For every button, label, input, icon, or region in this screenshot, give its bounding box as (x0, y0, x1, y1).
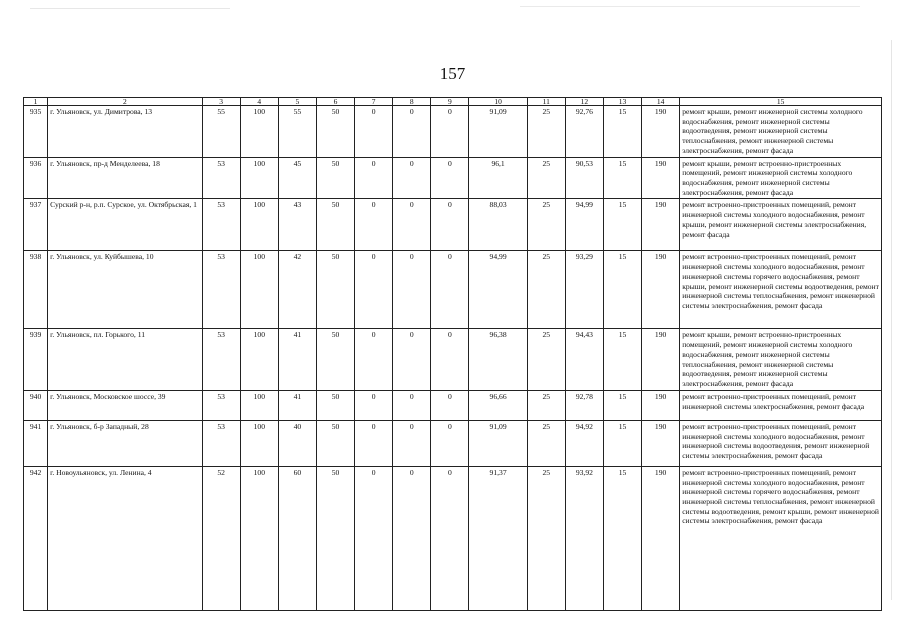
col-7-cell: 0 (355, 157, 393, 199)
column-header-13: 13 (603, 98, 641, 106)
col-12-cell: 93,92 (565, 466, 603, 610)
col-12-cell: 94,92 (565, 420, 603, 466)
table-row (24, 199, 882, 251)
col-11-cell: 25 (527, 251, 565, 329)
address-cell: г. Ульяновск, б-р Западный, 28 (48, 420, 203, 466)
col-10-cell: 88,03 (469, 199, 527, 251)
col-3-cell: 55 (202, 106, 240, 158)
col-4-cell: 100 (240, 329, 278, 390)
col-6-cell: 50 (316, 466, 354, 610)
address-cell: г. Ульяновск, пл. Горького, 11 (48, 329, 203, 390)
col-7-cell: 0 (355, 390, 393, 420)
table-row (24, 251, 882, 329)
address-cell: г. Ульяновск, ул. Димитрова, 13 (48, 106, 203, 158)
col-3-cell: 53 (202, 329, 240, 390)
column-header-5: 5 (278, 98, 316, 106)
row-number-cell: 941 (24, 420, 48, 466)
col-13-cell: 15 (603, 199, 641, 251)
col-11-cell: 25 (527, 466, 565, 610)
col-14-cell: 190 (642, 106, 680, 158)
col-13-cell: 15 (603, 420, 641, 466)
col-11-cell: 25 (527, 199, 565, 251)
col-3-cell: 52 (202, 466, 240, 610)
col-11-cell: 25 (527, 420, 565, 466)
col-12-cell: 94,43 (565, 329, 603, 390)
row-number-cell: 938 (24, 251, 48, 329)
col-7-cell: 0 (355, 251, 393, 329)
col-14-cell: 190 (642, 420, 680, 466)
col-4-cell: 100 (240, 420, 278, 466)
col-11-cell: 25 (527, 329, 565, 390)
row-number-cell: 936 (24, 157, 48, 199)
repair-schedule-table (23, 97, 882, 611)
table-row (24, 466, 882, 610)
col-12-cell: 94,99 (565, 199, 603, 251)
col-8-cell: 0 (393, 390, 431, 420)
col-9-cell: 0 (431, 106, 469, 158)
scan-artifact-top (30, 8, 230, 9)
col-3-cell: 53 (202, 251, 240, 329)
col-9-cell: 0 (431, 251, 469, 329)
column-header-14: 14 (642, 98, 680, 106)
col-14-cell: 190 (642, 390, 680, 420)
column-header-2: 2 (48, 98, 203, 106)
col-6-cell: 50 (316, 251, 354, 329)
column-header-15: 15 (680, 98, 882, 106)
col-4-cell: 100 (240, 157, 278, 199)
col-13-cell: 15 (603, 390, 641, 420)
col-5-cell: 60 (278, 466, 316, 610)
col-9-cell: 0 (431, 466, 469, 610)
col-3-cell: 53 (202, 390, 240, 420)
col-5-cell: 42 (278, 251, 316, 329)
column-header-12: 12 (565, 98, 603, 106)
col-14-cell: 190 (642, 329, 680, 390)
row-number-cell: 937 (24, 199, 48, 251)
table-row (24, 329, 882, 390)
table-row (24, 420, 882, 466)
work-types-cell: ремонт крыши, ремонт инженерной системы холодного водоснабжения, ремонт инженерной системы водоотведения, ремонт инженерной системы теплоснабжения, ремонт инженерной системы электроснабжения, ремонт фасада (680, 106, 882, 158)
col-13-cell: 15 (603, 466, 641, 610)
col-8-cell: 0 (393, 251, 431, 329)
col-8-cell: 0 (393, 466, 431, 610)
work-types-cell: ремонт встроенно-пристроенных помещений, ремонт инженерной системы холодного водоснабжения, ремонт инженерной системы горячего водоснабжения, ремонт крыши, ремонт инженерной системы водоотведения, ремонт инженерной системы теплоснабжения, ремонт инженерной системы электроснабжения, ремонт фасада (680, 251, 882, 329)
col-5-cell: 55 (278, 106, 316, 158)
page-number: 157 (439, 64, 466, 83)
col-10-cell: 96,66 (469, 390, 527, 420)
col-11-cell: 25 (527, 106, 565, 158)
address-cell: г. Ульяновск, пр-д Менделеева, 18 (48, 157, 203, 199)
col-5-cell: 45 (278, 157, 316, 199)
col-3-cell: 53 (202, 199, 240, 251)
column-header-11: 11 (527, 98, 565, 106)
col-12-cell: 92,76 (565, 106, 603, 158)
col-12-cell: 92,78 (565, 390, 603, 420)
column-header-8: 8 (393, 98, 431, 106)
row-number-cell: 940 (24, 390, 48, 420)
work-types-cell: ремонт встроенно-пристроенных помещений, ремонт инженерной системы холодного водоснабжения, ремонт инженерной системы водоотведения, ремонт инженерной системы электроснабжения, ремонт фасада (680, 420, 882, 466)
work-types-cell: ремонт крыши, ремонт встроенно-пристроенных помещений, ремонт инженерной системы холодного водоснабжения, ремонт инженерной системы теплоснабжения, ремонт инженерной системы водоотведения, ремонт инженерной системы электроснабжения, ремонт фасада (680, 329, 882, 390)
table-row (24, 157, 882, 199)
col-5-cell: 40 (278, 420, 316, 466)
col-9-cell: 0 (431, 199, 469, 251)
col-9-cell: 0 (431, 390, 469, 420)
col-6-cell: 50 (316, 390, 354, 420)
col-12-cell: 93,29 (565, 251, 603, 329)
col-8-cell: 0 (393, 106, 431, 158)
address-cell: г. Ульяновск, ул. Куйбышева, 10 (48, 251, 203, 329)
col-5-cell: 43 (278, 199, 316, 251)
col-13-cell: 15 (603, 106, 641, 158)
col-10-cell: 91,09 (469, 420, 527, 466)
col-8-cell: 0 (393, 157, 431, 199)
col-8-cell: 0 (393, 329, 431, 390)
col-13-cell: 15 (603, 329, 641, 390)
col-9-cell: 0 (431, 420, 469, 466)
col-14-cell: 190 (642, 251, 680, 329)
col-9-cell: 0 (431, 329, 469, 390)
col-13-cell: 15 (603, 251, 641, 329)
col-6-cell: 50 (316, 420, 354, 466)
work-types-cell: ремонт встроенно-пристроенных помещений, ремонт инженерной системы электроснабжения, ремонт фасада (680, 390, 882, 420)
work-types-cell: ремонт встроенно-пристроенных помещений, ремонт инженерной системы холодного водоснабжения, ремонт крыши, ремонт инженерной системы электроснабжения, ремонт фасада (680, 199, 882, 251)
row-number-cell: 942 (24, 466, 48, 610)
col-13-cell: 15 (603, 157, 641, 199)
col-11-cell: 25 (527, 390, 565, 420)
address-cell: г. Новоульяновск, ул. Ленина, 4 (48, 466, 203, 610)
col-8-cell: 0 (393, 199, 431, 251)
col-4-cell: 100 (240, 106, 278, 158)
column-header-3: 3 (202, 98, 240, 106)
row-number-cell: 939 (24, 329, 48, 390)
col-6-cell: 50 (316, 329, 354, 390)
col-7-cell: 0 (355, 106, 393, 158)
col-6-cell: 50 (316, 199, 354, 251)
col-3-cell: 53 (202, 420, 240, 466)
col-10-cell: 91,09 (469, 106, 527, 158)
col-7-cell: 0 (355, 199, 393, 251)
col-4-cell: 100 (240, 199, 278, 251)
col-7-cell: 0 (355, 466, 393, 610)
work-types-cell: ремонт крыши, ремонт встроенно-пристроенных помещений, ремонт инженерной системы холодного водоснабжения, ремонт инженерной системы электроснабжения, ремонт фасада (680, 157, 882, 199)
col-11-cell: 25 (527, 157, 565, 199)
col-12-cell: 90,53 (565, 157, 603, 199)
col-14-cell: 190 (642, 466, 680, 610)
address-cell: г. Ульяновск, Московское шоссе, 39 (48, 390, 203, 420)
col-10-cell: 94,99 (469, 251, 527, 329)
table-row (24, 390, 882, 420)
column-header-4: 4 (240, 98, 278, 106)
col-8-cell: 0 (393, 420, 431, 466)
col-4-cell: 100 (240, 390, 278, 420)
address-cell: Сурский р-н, р.п. Сурское, ул. Октябрьская, 1 (48, 199, 203, 251)
col-9-cell: 0 (431, 157, 469, 199)
col-3-cell: 53 (202, 157, 240, 199)
header-row (24, 98, 882, 106)
table-row (24, 106, 882, 158)
col-6-cell: 50 (316, 157, 354, 199)
col-14-cell: 190 (642, 157, 680, 199)
col-10-cell: 91,37 (469, 466, 527, 610)
col-5-cell: 41 (278, 390, 316, 420)
col-7-cell: 0 (355, 420, 393, 466)
col-10-cell: 96,1 (469, 157, 527, 199)
column-header-6: 6 (316, 98, 354, 106)
scan-artifact-right-edge (891, 40, 892, 600)
work-types-cell: ремонт встроенно-пристроенных помещений, ремонт инженерной системы холодного водоснабжения, ремонт инженерной системы горячего водоснабжения, ремонт инженерной системы теплоснабжения, ремонт инженерной системы водоотведения, ремонт крыши, ремонт инженерной системы электроснабжения, ремонт фасада (680, 466, 882, 610)
column-header-9: 9 (431, 98, 469, 106)
row-number-cell: 935 (24, 106, 48, 158)
col-6-cell: 50 (316, 106, 354, 158)
col-5-cell: 41 (278, 329, 316, 390)
column-header-1: 1 (24, 98, 48, 106)
col-4-cell: 100 (240, 466, 278, 610)
scan-artifact-top-right (520, 6, 860, 7)
col-7-cell: 0 (355, 329, 393, 390)
column-header-7: 7 (355, 98, 393, 106)
column-header-10: 10 (469, 98, 527, 106)
col-10-cell: 96,38 (469, 329, 527, 390)
col-14-cell: 190 (642, 199, 680, 251)
col-4-cell: 100 (240, 251, 278, 329)
